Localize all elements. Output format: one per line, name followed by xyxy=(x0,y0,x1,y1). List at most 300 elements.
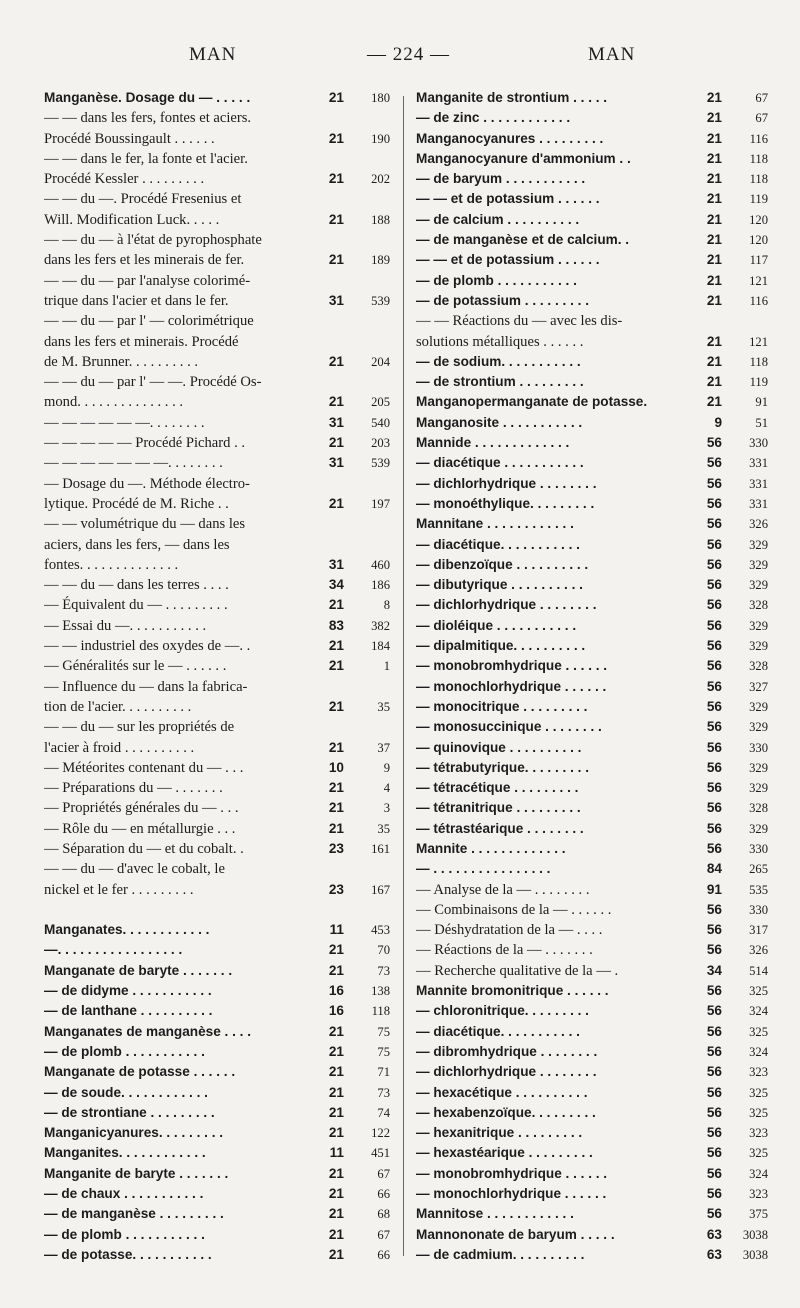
entry-volume: 56 xyxy=(706,840,722,856)
index-entry xyxy=(44,108,392,128)
index-entry xyxy=(416,1143,770,1163)
entry-page: 330 xyxy=(749,902,768,917)
index-entry xyxy=(416,636,770,656)
entry-term: — dichlorhydrique . . . . . . . . xyxy=(416,1064,597,1080)
entry-volume: 21 xyxy=(706,150,722,166)
entry-page: 138 xyxy=(371,984,390,999)
entry-term: — dipalmitique. . . . . . . . . . xyxy=(416,638,586,654)
entry-page: 35 xyxy=(377,699,390,714)
entry-page: 329 xyxy=(749,760,768,775)
entry-term: — de didyme . . . . . . . . . . . xyxy=(44,983,212,999)
index-entry xyxy=(416,1103,770,1123)
entry-volume: 21 xyxy=(328,211,344,227)
entry-volume: 21 xyxy=(328,1125,344,1141)
entry-page: 116 xyxy=(749,131,768,146)
entry-page: 3038 xyxy=(742,1247,768,1262)
entry-term: — — du — par l' — —. Procédé Os- xyxy=(44,374,262,391)
index-entry xyxy=(44,1001,392,1021)
entry-page: 328 xyxy=(749,801,768,816)
entry-page: 329 xyxy=(749,618,768,633)
index-entry xyxy=(416,535,770,555)
entry-volume: 56 xyxy=(706,577,722,593)
index-entry xyxy=(416,758,770,778)
entry-page: 180 xyxy=(371,91,390,105)
entry-volume: 21 xyxy=(328,1246,344,1262)
entry-volume: 10 xyxy=(328,759,344,775)
entry-page: 324 xyxy=(749,1044,768,1059)
entry-volume: 16 xyxy=(328,983,344,999)
entry-page: 118 xyxy=(749,151,768,166)
entry-term: Manganites. . . . . . . . . . . . xyxy=(44,1145,206,1161)
entry-volume: 21 xyxy=(328,1084,344,1100)
index-entry xyxy=(416,210,770,230)
entry-volume: 21 xyxy=(706,333,722,349)
entry-term: — diacétique. . . . . . . . . . . xyxy=(416,536,580,552)
entry-volume: 56 xyxy=(706,597,722,613)
entry-volume: 56 xyxy=(706,1206,722,1222)
page-header xyxy=(0,44,800,84)
entry-page: 330 xyxy=(749,436,768,451)
entry-volume: 21 xyxy=(328,495,344,511)
entry-page: 330 xyxy=(749,841,768,856)
entry-volume: 56 xyxy=(706,1003,722,1019)
index-entry xyxy=(44,352,392,372)
index-entry xyxy=(44,859,392,879)
entry-page: 540 xyxy=(371,415,390,430)
index-entry xyxy=(416,474,770,494)
entry-page: 189 xyxy=(371,253,390,268)
running-head-left: MAN xyxy=(189,44,237,65)
entry-volume: 21 xyxy=(706,191,722,207)
entry-volume: 56 xyxy=(706,1186,722,1202)
index-entry xyxy=(416,717,770,737)
entry-volume: 21 xyxy=(328,739,344,755)
entry-page: 325 xyxy=(749,1024,768,1039)
entry-term: — — du — dans les terres . . . . xyxy=(44,577,229,594)
entry-term: — dibutyrique . . . . . . . . . . xyxy=(416,577,583,593)
entry-page: 265 xyxy=(749,862,768,877)
index-entry xyxy=(44,88,392,108)
entry-term: Mannitane . . . . . . . . . . . . xyxy=(416,516,574,532)
entry-term: — de manganèse et de calcium. . xyxy=(416,232,630,248)
entry-term: — — — — — Procédé Pichard . . xyxy=(44,435,246,452)
entry-term: Manganosite . . . . . . . . . . . xyxy=(416,414,583,430)
entry-page: 453 xyxy=(371,923,390,938)
entry-volume: 56 xyxy=(706,638,722,654)
index-entry xyxy=(416,129,770,149)
index-entry xyxy=(44,433,392,453)
entry-volume: 56 xyxy=(706,475,722,491)
entry-volume: 21 xyxy=(328,394,344,410)
index-entry xyxy=(44,1245,392,1265)
entry-volume: 56 xyxy=(706,1043,722,1059)
entry-page: 375 xyxy=(749,1207,768,1222)
entry-term: Manganates de manganèse . . . . xyxy=(44,1023,251,1039)
index-entry xyxy=(416,1062,770,1082)
index-entry xyxy=(416,575,770,595)
entry-term: Manganèse. Dosage du — . . . . . xyxy=(44,90,251,105)
index-entry xyxy=(44,1184,392,1204)
entry-page: 535 xyxy=(749,882,768,897)
index-entry xyxy=(416,189,770,209)
entry-page: 324 xyxy=(749,1166,768,1181)
index-entry xyxy=(416,230,770,250)
entry-term: solutions métalliques . . . . . . xyxy=(416,333,584,350)
entry-term: lytique. Procédé de M. Riche . . xyxy=(44,495,229,512)
entry-page: 73 xyxy=(377,963,390,978)
entry-page: 67 xyxy=(755,111,768,126)
entry-volume: 11 xyxy=(329,922,344,938)
index-entry xyxy=(44,271,392,291)
entry-term: — de potasse. . . . . . . . . . . xyxy=(44,1246,212,1262)
index-entry xyxy=(44,839,392,859)
entry-term: — de plomb . . . . . . . . . . . xyxy=(44,1043,205,1059)
entry-term: Mannononate de baryum . . . . . xyxy=(416,1226,615,1242)
entry-term: — Rôle du — en métallurgie . . . xyxy=(44,820,236,837)
index-entry xyxy=(44,981,392,1001)
entry-term: l'acier à froid . . . . . . . . . . xyxy=(44,739,195,756)
index-entry xyxy=(44,636,392,656)
entry-term: Manganopermanganate de potasse. xyxy=(416,394,648,410)
index-entry xyxy=(416,250,770,270)
entry-page: 3038 xyxy=(742,1227,768,1242)
entry-page: 91 xyxy=(755,395,768,410)
entry-page: 75 xyxy=(377,1024,390,1039)
entry-volume: 16 xyxy=(328,1003,344,1019)
index-entry xyxy=(416,616,770,636)
entry-page: 325 xyxy=(749,1105,768,1120)
entry-volume: 56 xyxy=(706,759,722,775)
entry-volume: 21 xyxy=(328,800,344,816)
entry-term: — quinovique . . . . . . . . . . xyxy=(416,739,582,755)
entry-page: 161 xyxy=(371,841,390,856)
index-entry xyxy=(44,940,392,960)
entry-volume: 56 xyxy=(706,983,722,999)
entry-term: — Essai du —. . . . . . . . . . . xyxy=(44,617,207,634)
entry-volume: 56 xyxy=(706,495,722,511)
entry-page: 122 xyxy=(371,1126,390,1141)
entry-page: 328 xyxy=(749,659,768,674)
entry-volume: 21 xyxy=(328,1064,344,1080)
entry-volume: 21 xyxy=(328,1186,344,1202)
index-entry xyxy=(416,1164,770,1184)
index-entry xyxy=(416,656,770,676)
entry-page: 329 xyxy=(749,578,768,593)
index-entry xyxy=(416,819,770,839)
entry-volume: 21 xyxy=(706,353,722,369)
entry-volume: 56 xyxy=(706,1125,722,1141)
entry-volume: 56 xyxy=(706,719,722,735)
entry-volume: 56 xyxy=(706,1084,722,1100)
entry-term: — — dans le fer, la fonte et l'acier. xyxy=(44,150,248,167)
index-entry xyxy=(44,717,392,737)
entry-term: — de lanthane . . . . . . . . . . xyxy=(44,1003,213,1019)
entry-page: 331 xyxy=(749,476,768,491)
entry-term: — dioléique . . . . . . . . . . . xyxy=(416,617,577,633)
entry-term: — monoéthylique. . . . . . . . . xyxy=(416,495,595,511)
entry-volume: 21 xyxy=(328,638,344,654)
index-entry xyxy=(44,535,392,555)
index-entry xyxy=(416,413,770,433)
entry-page: 331 xyxy=(749,496,768,511)
entry-page: 73 xyxy=(377,1085,390,1100)
entry-volume: 21 xyxy=(328,353,344,369)
entry-volume: 34 xyxy=(706,962,722,978)
entry-term: Manganite de baryte . . . . . . . xyxy=(44,1165,229,1181)
index-entry xyxy=(44,1062,392,1082)
entry-term: Mannite bromonitrique . . . . . . xyxy=(416,983,609,999)
entry-page: 74 xyxy=(377,1105,390,1120)
entry-page: 118 xyxy=(749,172,768,187)
entry-volume: 21 xyxy=(328,658,344,674)
entry-page: 75 xyxy=(377,1044,390,1059)
index-entry xyxy=(416,271,770,291)
index-entry xyxy=(44,656,392,676)
index-entry xyxy=(44,413,392,433)
entry-term: — — industriel des oxydes de —. . xyxy=(44,638,251,655)
entry-term: aciers, dans les fers, — dans les xyxy=(44,536,230,553)
entry-page: 460 xyxy=(371,557,390,572)
entry-volume: 21 xyxy=(706,110,722,126)
entry-volume: 63 xyxy=(706,1226,722,1242)
entry-term: — — du — sur les propriétés de xyxy=(44,719,235,736)
entry-page: 167 xyxy=(371,882,390,897)
index-entry xyxy=(416,880,770,900)
entry-page: 539 xyxy=(371,293,390,308)
entry-page: 326 xyxy=(749,517,768,532)
entry-volume: 21 xyxy=(706,90,722,105)
entry-term: — Déshydratation de la — . . . . xyxy=(416,922,603,939)
index-entry xyxy=(44,1022,392,1042)
entry-term: — Analyse de la — . . . . . . . . xyxy=(416,881,590,898)
entry-term: — Réactions de la — . . . . . . . xyxy=(416,942,593,959)
entry-page: 323 xyxy=(749,1126,768,1141)
entry-page: 121 xyxy=(749,334,768,349)
index-entry xyxy=(416,149,770,169)
entry-volume: 56 xyxy=(706,455,722,471)
entry-term: — tétrastéarique . . . . . . . . xyxy=(416,820,584,836)
index-entry xyxy=(416,1184,770,1204)
entry-term: — Dosage du —. Méthode électro- xyxy=(44,475,250,492)
entry-page: 330 xyxy=(749,740,768,755)
entry-page: 66 xyxy=(377,1247,390,1262)
entry-term: — de calcium . . . . . . . . . . xyxy=(416,211,580,227)
index-entry xyxy=(44,1225,392,1245)
entry-volume: 31 xyxy=(328,556,344,572)
entry-term: — monobromhydrique . . . . . . xyxy=(416,658,608,674)
entry-term: — Combinaisons de la — . . . . . . xyxy=(416,901,612,918)
entry-term: — de sodium. . . . . . . . . . . xyxy=(416,353,581,369)
entry-volume: 83 xyxy=(328,617,344,633)
index-entry xyxy=(416,88,770,108)
index-entry xyxy=(44,392,392,412)
entry-term: Procédé Boussingault . . . . . . xyxy=(44,130,215,147)
entry-term: — — — — — — —. . . . . . . . xyxy=(44,455,223,472)
entry-page: 514 xyxy=(749,963,768,978)
entry-volume: 56 xyxy=(706,942,722,958)
entry-page: 116 xyxy=(749,293,768,308)
entry-term: — dichlorhydrique . . . . . . . . xyxy=(416,597,597,613)
index-entry xyxy=(416,392,770,412)
entry-page: 186 xyxy=(371,578,390,593)
entry-page: 204 xyxy=(371,354,390,369)
index-entry xyxy=(44,738,392,758)
entry-page: 325 xyxy=(749,1146,768,1161)
index-entry xyxy=(416,433,770,453)
entry-page: 121 xyxy=(749,273,768,288)
entry-page: 71 xyxy=(377,1065,390,1080)
entry-volume: 21 xyxy=(706,374,722,390)
index-entry xyxy=(44,453,392,473)
entry-term: — monobromhydrique . . . . . . xyxy=(416,1165,608,1181)
entry-volume: 31 xyxy=(328,414,344,430)
entry-term: — Préparations du — . . . . . . . xyxy=(44,780,223,797)
entry-page: 327 xyxy=(749,679,768,694)
entry-page: 329 xyxy=(749,821,768,836)
entry-term: de M. Brunner. . . . . . . . . . xyxy=(44,353,199,370)
index-entry xyxy=(44,474,392,494)
index-entry xyxy=(416,1225,770,1245)
entry-page: 331 xyxy=(749,456,768,471)
entry-term: — monochlorhydrique . . . . . . xyxy=(416,1186,607,1202)
index-entry xyxy=(44,798,392,818)
entry-volume: 21 xyxy=(328,90,344,105)
index-entry xyxy=(416,839,770,859)
entry-volume: 21 xyxy=(328,820,344,836)
index-entry xyxy=(44,291,392,311)
index-column-right xyxy=(416,88,770,1265)
entry-term: — . . . . . . . . . . . . . . . . xyxy=(416,861,551,877)
entry-volume: 21 xyxy=(706,272,722,288)
entry-page: 329 xyxy=(749,639,768,654)
entry-term: Mannitose . . . . . . . . . . . . xyxy=(416,1206,574,1222)
entry-volume: 21 xyxy=(706,292,722,308)
entry-term: fontes. . . . . . . . . . . . . . xyxy=(44,556,179,573)
entry-term: — tétranitrique . . . . . . . . . xyxy=(416,800,581,816)
entry-term: — tétracétique . . . . . . . . . xyxy=(416,780,579,796)
entry-volume: 21 xyxy=(328,942,344,958)
entry-page: 197 xyxy=(371,496,390,511)
index-entry xyxy=(416,1001,770,1021)
entry-page: 539 xyxy=(371,456,390,471)
index-entry xyxy=(44,616,392,636)
entry-volume: 11 xyxy=(329,1145,344,1161)
entry-volume: 21 xyxy=(328,780,344,796)
entry-term: Will. Modification Luck. . . . . xyxy=(44,211,220,228)
entry-volume: 21 xyxy=(328,1226,344,1242)
entry-page: 329 xyxy=(749,781,768,796)
entry-page: 120 xyxy=(749,212,768,227)
entry-volume: 21 xyxy=(328,1023,344,1039)
entry-page: 205 xyxy=(371,395,390,410)
entry-volume: 56 xyxy=(706,901,722,917)
entry-volume: 21 xyxy=(706,211,722,227)
entry-term: trique dans l'acier et dans le fer. xyxy=(44,292,229,309)
index-entry xyxy=(44,129,392,149)
index-entry xyxy=(416,291,770,311)
entry-page: 317 xyxy=(749,923,768,938)
entry-term: — monocitrique . . . . . . . . . xyxy=(416,698,588,714)
entry-volume: 21 xyxy=(328,1104,344,1120)
entry-volume: 56 xyxy=(706,678,722,694)
index-entry xyxy=(44,210,392,230)
index-entry xyxy=(416,798,770,818)
index-entry xyxy=(44,494,392,514)
entry-term: — dibenzoïque . . . . . . . . . . xyxy=(416,556,589,572)
entry-volume: 56 xyxy=(706,556,722,572)
entry-term: — chloronitrique. . . . . . . . . xyxy=(416,1003,589,1019)
entry-term: — de zinc . . . . . . . . . . . . xyxy=(416,110,571,126)
entry-page: 382 xyxy=(371,618,390,633)
entry-term: — dibromhydrique . . . . . . . . xyxy=(416,1043,598,1059)
index-entry xyxy=(44,332,392,352)
entry-page: 323 xyxy=(749,1065,768,1080)
index-entry xyxy=(44,595,392,615)
entry-page: 118 xyxy=(749,354,768,369)
entry-volume: 84 xyxy=(706,861,722,877)
entry-page: 66 xyxy=(377,1187,390,1202)
entry-term: —. . . . . . . . . . . . . . . . . xyxy=(44,942,183,958)
entry-term: — Séparation du — et du cobalt. . xyxy=(44,840,244,857)
index-entry xyxy=(44,961,392,981)
entry-term: Manganate de potasse . . . . . . xyxy=(44,1064,236,1080)
index-entry xyxy=(44,1103,392,1123)
index-entry xyxy=(416,453,770,473)
index-entry xyxy=(44,149,392,169)
index-entry xyxy=(416,372,770,392)
entry-page: 329 xyxy=(749,557,768,572)
entry-term: dans les fers et minerais. Procédé xyxy=(44,333,239,350)
index-entry xyxy=(416,494,770,514)
index-entry xyxy=(416,555,770,575)
index-entry xyxy=(416,1022,770,1042)
entry-volume: 91 xyxy=(706,881,722,897)
entry-page: 188 xyxy=(371,212,390,227)
index-entry xyxy=(416,169,770,189)
entry-term: Manganates. . . . . . . . . . . . xyxy=(44,922,210,938)
entry-term: — tétrabutyrique. . . . . . . . . xyxy=(416,759,589,775)
entry-volume: 56 xyxy=(706,516,722,532)
entry-volume: 21 xyxy=(706,232,722,248)
index-entry xyxy=(44,1143,392,1163)
index-entry xyxy=(44,250,392,270)
index-entry xyxy=(416,1042,770,1062)
entry-term: — de potassium . . . . . . . . . xyxy=(416,292,589,308)
index-entry xyxy=(416,697,770,717)
entry-term: — — du — par l' — colorimétrique xyxy=(44,313,254,330)
entry-term: — hexanitrique . . . . . . . . . xyxy=(416,1125,583,1141)
entry-page: 190 xyxy=(371,131,390,146)
entry-term: Manganocyanures . . . . . . . . . xyxy=(416,130,604,146)
entry-term: — de manganèse . . . . . . . . . xyxy=(44,1206,224,1222)
entry-page: 67 xyxy=(377,1227,390,1242)
entry-term: — Généralités sur le — . . . . . . xyxy=(44,658,227,675)
entry-volume: 56 xyxy=(706,800,722,816)
entry-volume: 21 xyxy=(706,130,722,146)
entry-term: — diacétique . . . . . . . . . . . xyxy=(416,455,584,471)
index-entry xyxy=(44,1164,392,1184)
entry-volume: 21 xyxy=(706,252,722,268)
entry-page: 70 xyxy=(377,943,390,958)
index-entry xyxy=(416,738,770,758)
entry-term: nickel et le fer . . . . . . . . . xyxy=(44,881,194,898)
index-entry xyxy=(44,311,392,331)
entry-volume: 56 xyxy=(706,658,722,674)
entry-volume: 31 xyxy=(328,292,344,308)
index-entry xyxy=(44,555,392,575)
entry-page: 4 xyxy=(383,781,390,796)
entry-volume: 23 xyxy=(328,840,344,856)
